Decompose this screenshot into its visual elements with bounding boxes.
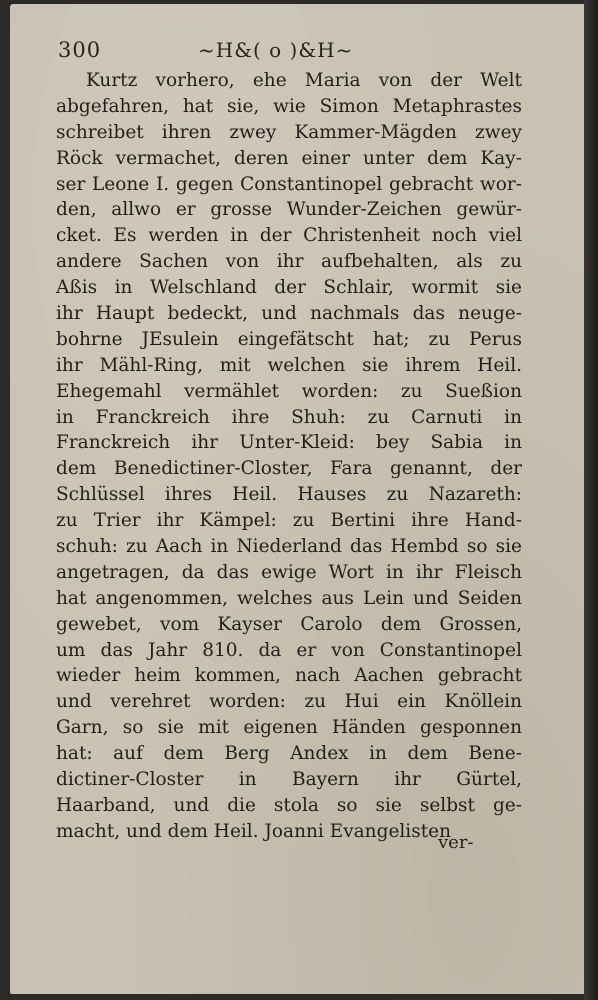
text-line: um das Jahr 810. da er von Constantinopel — [56, 639, 522, 661]
text-line: Schlüssel ihres Heil. Hauses zu Nazareth: — [56, 484, 522, 506]
text-line: schuh: zu Aach in Niederland das Hembd so sie — [56, 536, 522, 558]
text-line: dictiner-Closter in Bayern ihr Gürtel, — [56, 769, 522, 791]
text-line: gewebet, vom Kayser Carolo dem Grossen, — [56, 613, 522, 635]
header-ornament: ~H&( o )&H~ — [198, 38, 354, 62]
text-line: Haarband, und die stola so sie selbst ge- — [56, 794, 522, 816]
text-line: cket. Es werden in der Christenheit noch viel — [56, 225, 522, 247]
text-line: zu Trier ihr Kämpel: zu Bertini ihre Hand- — [56, 510, 522, 532]
text-line: in Franckreich ihre Shuh: zu Carnuti in — [56, 406, 522, 428]
text-line: angetragen, da das ewige Wort in ihr Fleisch — [56, 561, 522, 583]
page-header — [58, 38, 513, 64]
text-line: Garn, so sie mit eigenen Händen gesponnen — [56, 717, 522, 739]
text-line: den, allwo er grosse Wunder-Zeichen gewür- — [56, 199, 522, 221]
text-line: abgefahren, hat sie, wie Simon Metaphrastes — [56, 95, 522, 117]
text-line: hat angenommen, welches aus Lein und Seiden — [56, 587, 522, 609]
text-line: bohrne JEsulein eingefätscht hat; zu Perus — [56, 328, 522, 350]
body-text — [56, 68, 522, 845]
text-line: macht, und dem Heil. Joanni Evangelisten — [56, 820, 452, 842]
text-line: dem Benedictiner-Closter, Fara genannt, der — [56, 458, 522, 480]
page-edge-shadow — [584, 0, 598, 1000]
text-line: Röck vermachet, deren einer unter dem Kay- — [56, 147, 522, 169]
text-line: ihr Haupt bedeckt, und nachmals das neuge- — [56, 303, 522, 325]
text-line: andere Sachen von ihr aufbehalten, als zu — [56, 251, 522, 273]
text-line: wieder heim kommen, nach Aachen gebracht — [56, 665, 522, 687]
text-line: Franckreich ihr Unter-Kleid: bey Sabia in — [56, 432, 522, 454]
text-line: schreibet ihren zwey Kammer-Mägden zwey — [56, 121, 522, 143]
text-line: Kurtz vorhero, ehe Maria von der Welt — [86, 70, 522, 91]
text-line: Ehegemahl vermählet worden: zu Sueßion — [56, 380, 522, 402]
catchword: ver- — [438, 832, 474, 853]
page-number: 300 — [58, 38, 102, 62]
text-line: ser Leone I. gegen Constantinopel gebracht wor- — [56, 173, 522, 195]
text-line: ihr Mähl-Ring, mit welchen sie ihrem Heil. — [56, 354, 522, 376]
text-line: Aßis in Welschland der Schlair, wormit sie — [56, 277, 522, 299]
text-line: und verehret worden: zu Hui ein Knöllein — [56, 691, 522, 713]
text-line: hat: auf dem Berg Andex in dem Bene- — [56, 743, 522, 765]
